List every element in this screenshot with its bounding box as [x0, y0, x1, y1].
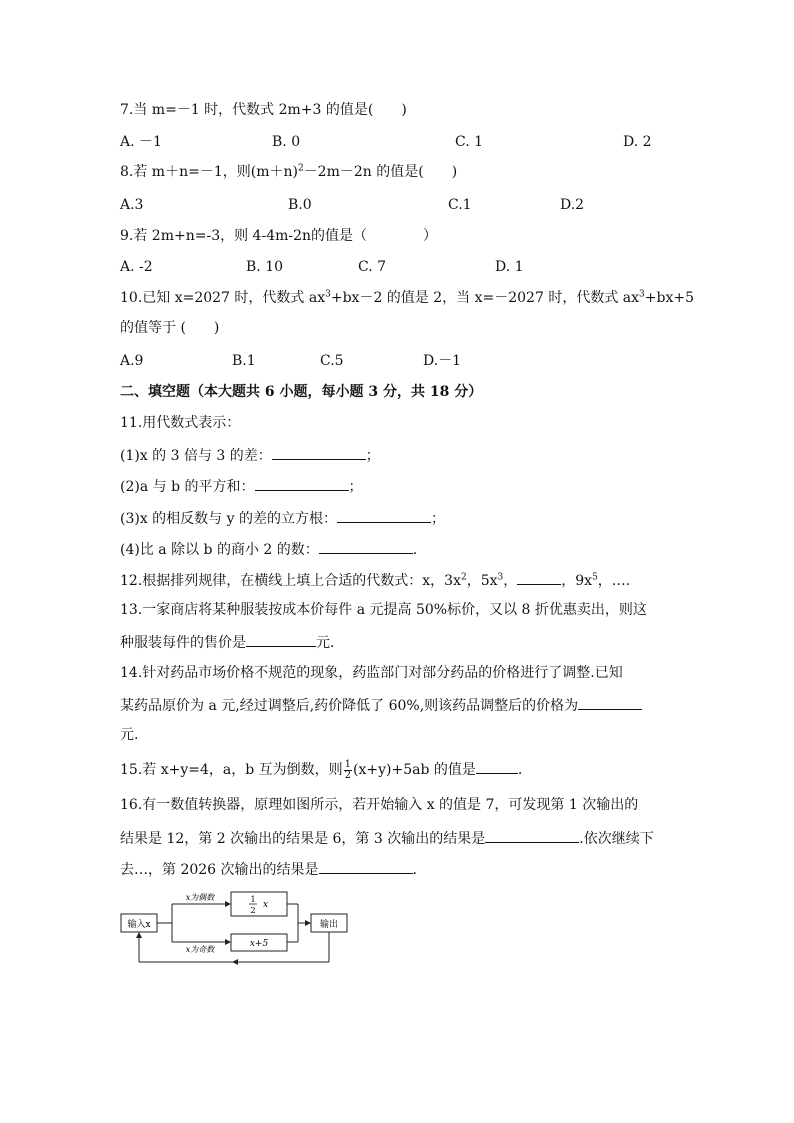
output-label: 输出 — [319, 920, 339, 930]
q13-stem-line2: 种服装每件的售价是 元. — [120, 631, 334, 653]
q7-option-b: B. 0 — [272, 134, 301, 150]
q7-stem: 7.当 m=－1 时，代数式 2m+3 的值是( ) — [120, 102, 407, 118]
q8-stem: 8.若 m＋n=－1，则$(m+n)^2-2m-2n$ 的值是( ) — [120, 163, 458, 180]
q11-stem: 11.用代数式表示： — [120, 415, 241, 431]
q16-stem-line2: 结果是 12，第 2 次输出的结果是 6，第 3 次输出的结果是 .依次继续下 — [120, 827, 654, 849]
even-label: x为偶数 — [185, 893, 215, 902]
half-variable: x — [263, 900, 269, 910]
answer-blank[interactable] — [255, 475, 349, 491]
q9-stem: 9.若 2m+n=-3，则 4-4m-2n的值是（ ） — [120, 228, 438, 244]
answer-blank[interactable] — [319, 858, 413, 874]
answer-blank[interactable] — [246, 631, 316, 647]
q10-option-a: A.9 — [120, 353, 144, 369]
q15-stem: 15.若 x+y=4，a，b 互为倒数，则 $\frac{1}{2}$ (x+y)+5ab 的值是 . — [120, 758, 523, 781]
odd-label: x为奇数 — [185, 945, 215, 954]
q16-stem-line3: 去…，第 2026 次输出的结果是 . — [120, 858, 417, 880]
q11-part3: (3)x 的相反数与 y 的差的立方根： ； — [120, 507, 445, 529]
q9-option-d: D. 1 — [495, 259, 524, 275]
q10-stem-line1: 10.已知 x=2027 时，代数式 $ax^3+bx-2$ 的值是 2，当 x=－2027 时，代数式 $ax^3+bx+5$ — [120, 289, 694, 306]
plus5-label: x+5 — [249, 939, 269, 949]
q9-option-a: A. -2 — [120, 259, 153, 275]
q7-option-d: D. 2 — [623, 134, 652, 150]
q7-option-c: C. 1 — [455, 134, 484, 150]
half-numerator: 1 — [250, 895, 256, 904]
q8-option-b: B.0 — [288, 197, 312, 213]
q11-part2: (2)a 与 b 的平方和： ； — [120, 475, 363, 497]
answer-blank[interactable] — [476, 758, 518, 774]
half-denominator: 2 — [250, 906, 256, 915]
answer-blank[interactable] — [272, 444, 366, 460]
q14-stem-line1: 14.针对药品市场价格不规范的现象，药监部门对部分药品的价格进行了调整.已知 — [120, 665, 623, 681]
q11-part4: (4)比 a 除以 b 的商小 2 的数： . — [120, 538, 417, 560]
q10-option-d: D.－1 — [423, 353, 462, 369]
q9-option-b: B. 10 — [246, 259, 284, 275]
q8-option-c: C.1 — [448, 197, 472, 213]
q10-option-c: C.5 — [320, 353, 344, 369]
converter-diagram — [120, 890, 352, 968]
input-label: 输入x — [127, 920, 151, 930]
q11-part1: (1)x 的 3 倍与 3 的差： ； — [120, 444, 380, 466]
q8-option-a: A.3 — [120, 197, 144, 213]
answer-blank[interactable] — [337, 507, 431, 523]
section-heading: 二、填空题（本大题共 6 小题，每小题 3 分，共 18 分） — [120, 384, 483, 400]
answer-blank[interactable] — [485, 827, 579, 843]
answer-blank[interactable] — [517, 569, 561, 585]
q14-stem-line3: 元. — [120, 727, 139, 743]
q10-option-b: B.1 — [232, 353, 256, 369]
feedback-arrowhead — [232, 959, 238, 965]
q10-stem-line2: 的值等于 ( ) — [120, 320, 220, 336]
q14-stem-line2: 某药品原价为 a 元,经过调整后,药价降低了 60%,则该药品调整后的价格为 — [120, 694, 642, 716]
q12-stem: 12.根据排列规律，在横线上填上合适的代数式：x，$3x^2$，$5x^3$， ，$9x^5$，…. — [120, 569, 630, 591]
q9-option-c: C. 7 — [358, 259, 387, 275]
half-box — [231, 892, 287, 916]
q8-option-d: D.2 — [560, 197, 585, 213]
q13-stem-line1: 13.一家商店将某种服装按成本价每件 a 元提高 50%标价，又以 8 折优惠卖出，则这 — [120, 602, 647, 618]
fraction-half: $\frac{1}{2}$ — [344, 758, 352, 781]
answer-blank[interactable] — [319, 538, 413, 554]
q16-stem-line1: 16.有一数值转换器，原理如图所示，若开始输入 x 的值是 7，可发现第 1 次输出的 — [120, 797, 639, 813]
q7-option-a: A. －1 — [120, 134, 162, 150]
answer-blank[interactable] — [578, 694, 642, 710]
